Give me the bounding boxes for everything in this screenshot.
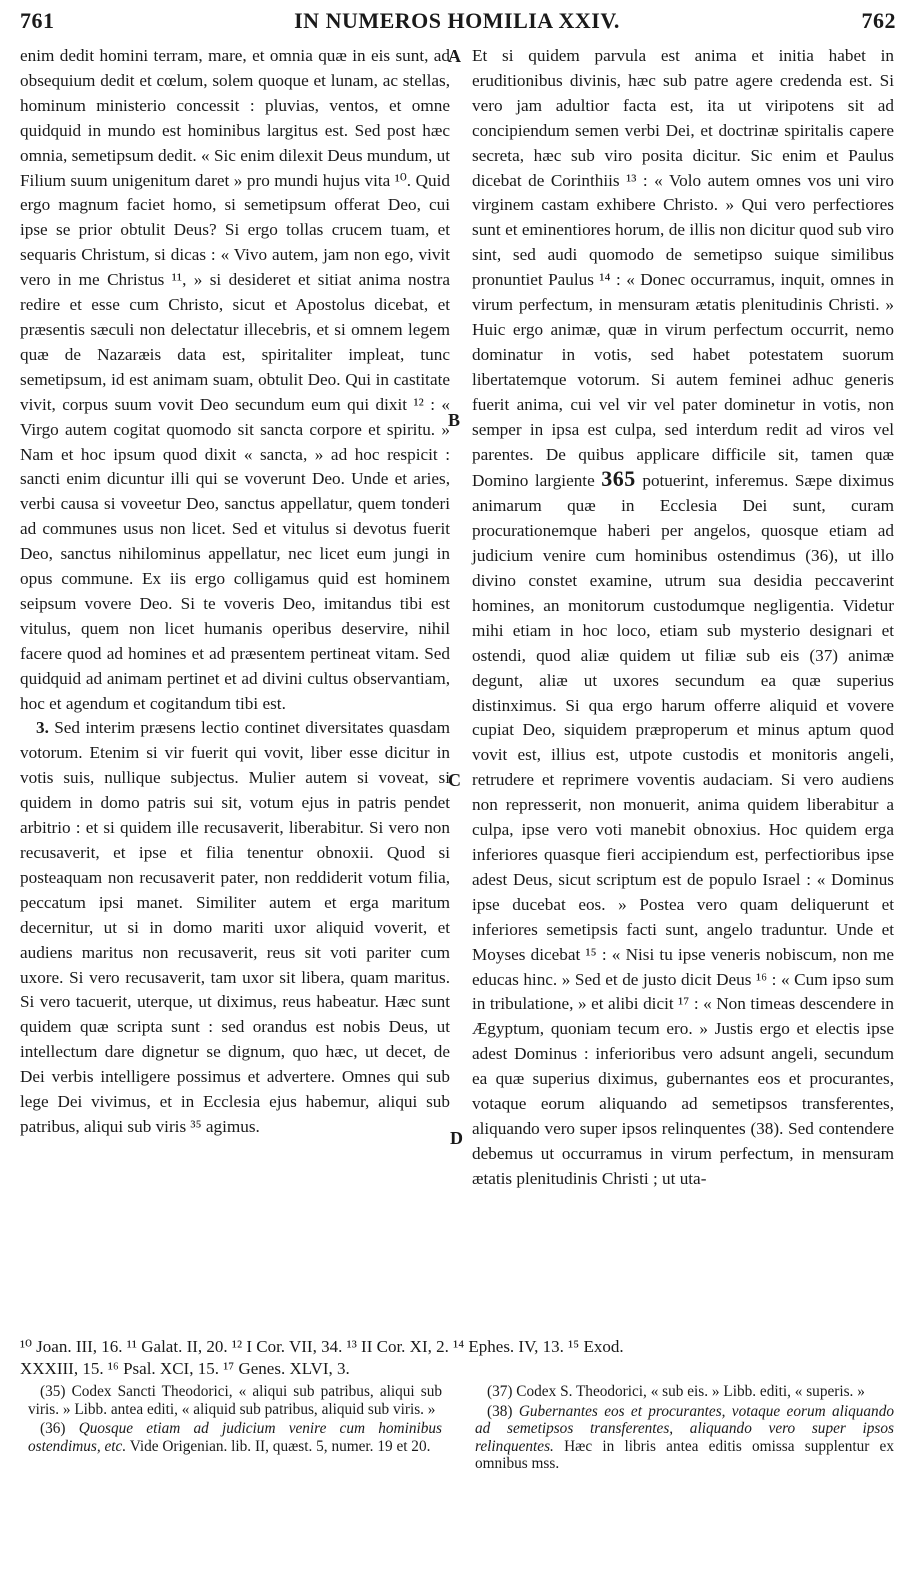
margin-marker-b: B — [448, 410, 461, 430]
left-paragraph-2-text: Sed interim præsens lectio continet diversitates quasdam votorum. Etenim si vir fuerit qui vovit, liber esse dicitur in votis suis, nullique subjectus. Mulier autem si voveat, si quidem in domo patris sui sit, votum ejus in patris pendet arbitrio : et si quidem ille recusaverit, liberabitur. Si vero non recusaverit, et ipse et filia tenentur obnoxii. Quod si posteaquam non recusaverit pater, non reddiderit votum filia, peccatum ipsi manet. Similiter autem et erga maritum decernitur, ut si in domo mariti uxor aliquid voverit, et audiens maritus non recusaverit, reus sit voti pariter cum uxore. Si vero recusaverit, tam uxor sit libera, quam maritus. Si vero tacuerit, uterque, ut diximus, reus habeatur. Hæc sunt quidem quæ scripta sunt : sed orandus est nobis Deus, ut intellectum dare dignetur se dignum, quo hæc, ut decet, de Dei verbis intelligere possimus et advertere. Omnes qui sub lege Dei vivimus, et in Ecclesia ejus habemur, aliqui sub patribus, aliqui sub viris ³⁵ agimus. — [20, 718, 450, 1136]
running-header — [0, 0, 914, 42]
left-text-column — [20, 44, 450, 1140]
page-number-left: 761 — [20, 8, 55, 33]
running-title: IN NUMEROS HOMILIA XXIV. — [294, 8, 620, 33]
margin-marker-a: A — [448, 46, 461, 66]
footnote-37: (37) Codex S. Theodorici, « sub eis. » Libb. editi, « superis. » — [487, 1383, 865, 1400]
footnote-35: (35) Codex Sancti Theodorici, « aliqui sub patribus, aliqui sub viris. » Libb. antea editi, « aliquid sub patribus, aliquid sub viris. » — [28, 1383, 442, 1418]
page-number-right: 762 — [861, 8, 896, 33]
footnote-36 — [28, 1420, 442, 1455]
reference-line-2: XXXIII, 15. ¹⁶ Psal. XCI, 15. ¹⁷ Genes. XLVI, 3. — [20, 1359, 350, 1378]
footnote-38-quote: Gubernantes eos et procurantes, votaque eorum aliquando ad semetipsos transferentes, aliquando vero super ipsos relinquentes. — [475, 1402, 895, 1455]
margin-marker-d: D — [450, 1128, 463, 1148]
margin-marker-c: C — [448, 770, 461, 790]
right-paragraph-text-after: potuerint, inferemus. Sæpe diximus animarum quæ in Ecclesia Dei sunt, curam procurationemque haberi per angelos, quosque etiam ad judicium venire cum hominibus ostendimus (36), ut illo divino constet examine, utrum sua desidia peccaverint homines, an monitorum custodumque negligentia. Videtur mihi etiam in hoc loco, etiam sub mysterio designari et ostendi, quod aliæ quidem ut filiæ sub eis (37) animæ degunt, aliæ ut uxores secundum ea quæ superius distinximus. Si qua ergo harum offerre aliquid et vovere cupiat Deo, siquidem præproperum et minus aptum quod vovit est, illius est, utpote custodis et monitoris angeli, retrudere et reprimere voventis audaciam. Si vero audiens non represserit, non monuerit, anima quidem liberabitur a culpa, ipse vero voti manebit obnoxius. Hoc quidem erga inferiores quasque fieri accipiendum est, perfectioribus ipse adest Deus, sicut scriptum est de populo Israel : « Dominus ipse ducebat eos. » Postea vero quam deliquerunt et inferiores semetipsis facti sunt, angelo traduntur. Unde et Moyses dicebat ¹⁵ : « Nisi tu ipse veneris nobiscum, non me educas hinc. » Sed et de justo dicit Deus ¹⁶ : « Cum ipso sum in tribulatione, » et alibi dicit ¹⁷ : « Non timeas descendere in Ægyptum, quoniam tecum ero. » Justis ergo et electis ipse adest Dominus : inferioribus vero adsunt angeli, secundum ea quæ superius diximus, gubernantes eos et procurantes, votaque eorum aliquando ad semetipsos transferentes, aliquando vero super ipsos relinquentes (38). Sed contendere debemus ut occurramus in virum perfectum, in mensuram ætatis plenitudinis Christi ; ut uta- — [472, 471, 895, 1188]
footnote-36-label: (36) — [40, 1420, 66, 1438]
footnote-38 — [475, 1403, 894, 1473]
left-paragraph-1: enim dedit homini terram, mare, et omnia quæ in eis sunt, ad obsequium dedit et cœlum, solem quoque et lunam, ac stellas, hominum ministerio concessit : pluvias, ventos, et omne quidquid in mundo est hominibus largitus est. Sed post hæc omnia, semetipsum dedit. « Sic enim dilexit Deus mundum, ut Filium suum unigenitum daret » pro mundi hujus vita ¹⁰. Quid ergo magnum faciet homo, si semetipsum offerat Deo, cui ipse se prior obtulit Deus? Si ergo tollas crucem tuam, et sequaris Christum, si dicas : « Vivo autem, jam non ego, vivit vero in me Christus ¹¹, » si desideret et sitiat anima nostra redire et esse cum Christo, sicut et Apostolus dicebat, et præsentis sæculi non delectatur illecebris, et si omnem legem quæ de Nazaræis data est, spiritaliter impleat, tunc semetipsum, id est animam suam, obtulit Deo. Qui in castitate vivit, corpus suum vovit Deo secundum eum qui dixit ¹² : « Virgo autem cogitat quomodo sit sancta corpore et spiritu. » Nam et hoc ipsum quod dixit « sancta, » ad hoc respicit : sancti enim dicuntur illi qui se voverunt Deo. Unde et aries, verbi causa si voveetur Deo, sanctus appellatur, quem tonderi ad communes usus non licet. Sed et vitulus si devotus fuerit Deo, sanctus nihilominus appellatur, nec licet eum jungi in opus commune. Ex iis ergo colligamus quid est hominem seipsum vovere Deo. Si te voveris Deo, imitandus tibi est vitulus, quem non licet humanis operibus deservire, nihil facere quod ad homines et ad præsentem pertineat vitam. Sed quidquid ad animam pertinet et ad divini cultus observantiam, hoc et agendum et cogitandum tibi est. — [20, 46, 450, 713]
footnote-36-quote: Quosque etiam ad judicium venire cum hominibus ostendimus, etc. — [28, 1420, 442, 1455]
section-number: 3. — [36, 718, 49, 738]
right-text-column — [472, 44, 894, 1192]
right-paragraph-text-before: Et si quidem parvula est anima et initia habet in eruditionibus divinis, hæc sub patre agere credenda est. Si vero jam adultior facta est, ita ut viripotens sit ad concipiendum semen verbi Dei, et doctrinæ spiritalis capere secreta, hæc sub viro posita dicitur. Sic enim et Paulus dicebat de Corinthiis ¹³ : « Volo autem omnes vos uni viro virginem castam exhibere Christo. » Qui vero perfectiores sunt et eminentiores horum, de illis non dicitur quod sub viro sint, sed audi quomodo de semetipso suique similibus pronuntiet Paulus ¹⁴ : « Donec occurramus, inquit, omnes in virum perfectum, in mensuram ætatis plenitudinis Christi. » Huic ergo animæ, quæ in virum perfectum occurrit, nemo dominatur in votis, sed habet potestatem suorum libertatemque votorum. Si autem feminei adhuc generis fuerit anima, cui vel vir vel pater dominetur in votis, non semper in ipsa est culpa, sed interdum redit ad viros vel parentes. De quibus applicare difficile sit, tamen quæ Domino largiente — [472, 46, 894, 491]
left-paragraph-2 — [20, 716, 450, 1139]
scripture-references — [20, 1336, 894, 1380]
footnote-38-text: Hæc in libris antea editis omissa supplentur ex omnibus mss. — [475, 1437, 894, 1473]
footnote-38-label: (38) — [487, 1402, 513, 1420]
reference-line-1: ¹⁰ Joan. III, 16. ¹¹ Galat. II, 20. ¹² I Cor. VII, 34. ¹³ II Cor. XI, 2. ¹⁴ Ephes. IV, 13. ¹⁵ Exod. — [20, 1337, 624, 1356]
footnotes-right — [475, 1383, 894, 1475]
footnotes-left — [28, 1383, 442, 1457]
footnote-36-text: Vide Origenian. lib. II, quæst. 5, numer. 19 et 20. — [129, 1437, 431, 1455]
original-page-mark: 365 — [601, 466, 636, 492]
right-paragraph-1 — [472, 44, 894, 1192]
